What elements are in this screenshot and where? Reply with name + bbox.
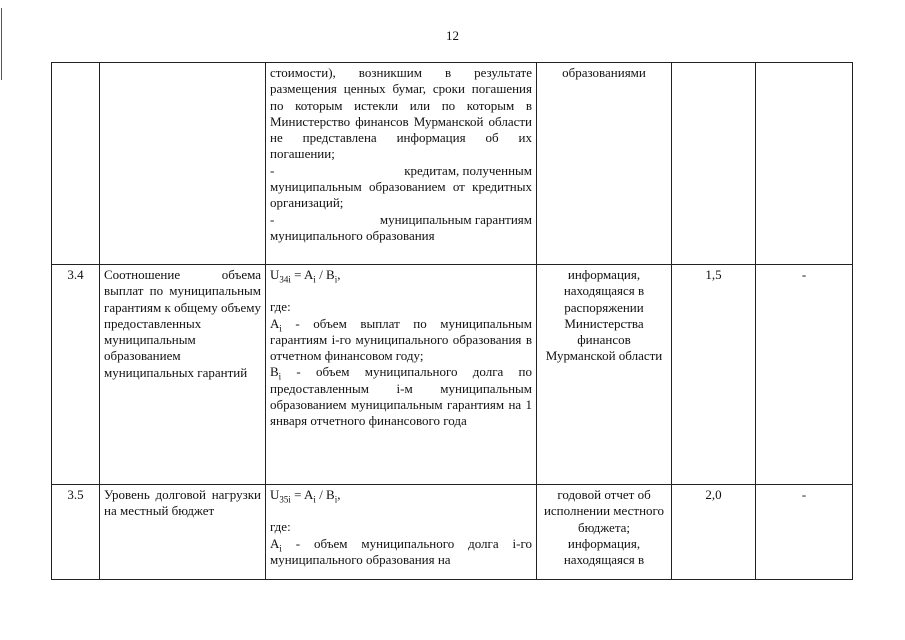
- weight-cell: 2,0: [672, 485, 756, 580]
- method-cell: [266, 485, 537, 580]
- variable-a-definition: $A_i$ - объем муниципального долга i-го муниципального образования на: [270, 535, 532, 567]
- method-cell: [266, 265, 537, 485]
- source-cell: годовой отчет об исполнении местного бюджета; информация, находящаяся в: [537, 485, 672, 580]
- table-row: [52, 265, 853, 485]
- weight-cell: [672, 63, 756, 265]
- dash-item: - муниципальным гарантиям: [270, 211, 532, 227]
- weight-cell: 1,5: [672, 265, 756, 485]
- formula: $U_{35i} = A_i / B_i$,: [270, 487, 341, 505]
- row-number-cell: [52, 63, 100, 265]
- formula: $U_{34i} = A_i / B_i$,: [270, 267, 341, 285]
- method-text: стоимости), возникшим в результате размещения ценных бумаг, сроки погашения по которым истекли или по которым в Министерство финансов Мурманской области не представлена информация об их погашении;: [270, 65, 532, 162]
- page-number: 12: [446, 28, 459, 43]
- value-cell: -: [756, 265, 853, 485]
- where-label: где:: [270, 519, 291, 535]
- indicator-cell: Соотношение объема выплат по муниципальным гарантиям к общему объему предоставленных муниципальным образованием муниципальных гарантий: [100, 265, 266, 485]
- criteria-table: [51, 62, 853, 580]
- dash-item-rest: муниципальным образованием от кредитных организаций;: [270, 179, 532, 211]
- method-cell: [266, 63, 537, 265]
- indicator-cell: Уровень долговой нагрузки на местный бюджет: [100, 485, 266, 580]
- table-row: [52, 485, 853, 580]
- dash-item: - кредитам, полученным: [270, 162, 532, 178]
- dash-item-rest: муниципального образования: [270, 227, 435, 243]
- where-label: где:: [270, 299, 291, 315]
- scan-edge-mark: [1, 8, 2, 80]
- source-cell: информация, находящаяся в распоряжении Министерства финансов Мурманской области: [537, 265, 672, 485]
- variable-a-definition: $A_i$ - объем выплат по муниципальным гарантиям i-го муниципального образования в отчетном финансовом году;: [270, 315, 532, 364]
- variable-b-definition: $B_i$ - объем муниципального долга по предоставленным i-м муниципальным образованием муниципальным гарантиям на 1 января отчетного финансового года: [270, 364, 532, 429]
- indicator-cell: [100, 63, 266, 265]
- value-cell: -: [756, 485, 853, 580]
- row-number-cell: 3.5: [52, 485, 100, 580]
- table-row: [52, 63, 853, 265]
- source-cell: образованиями: [537, 63, 672, 265]
- value-cell: [756, 63, 853, 265]
- row-number-cell: 3.4: [52, 265, 100, 485]
